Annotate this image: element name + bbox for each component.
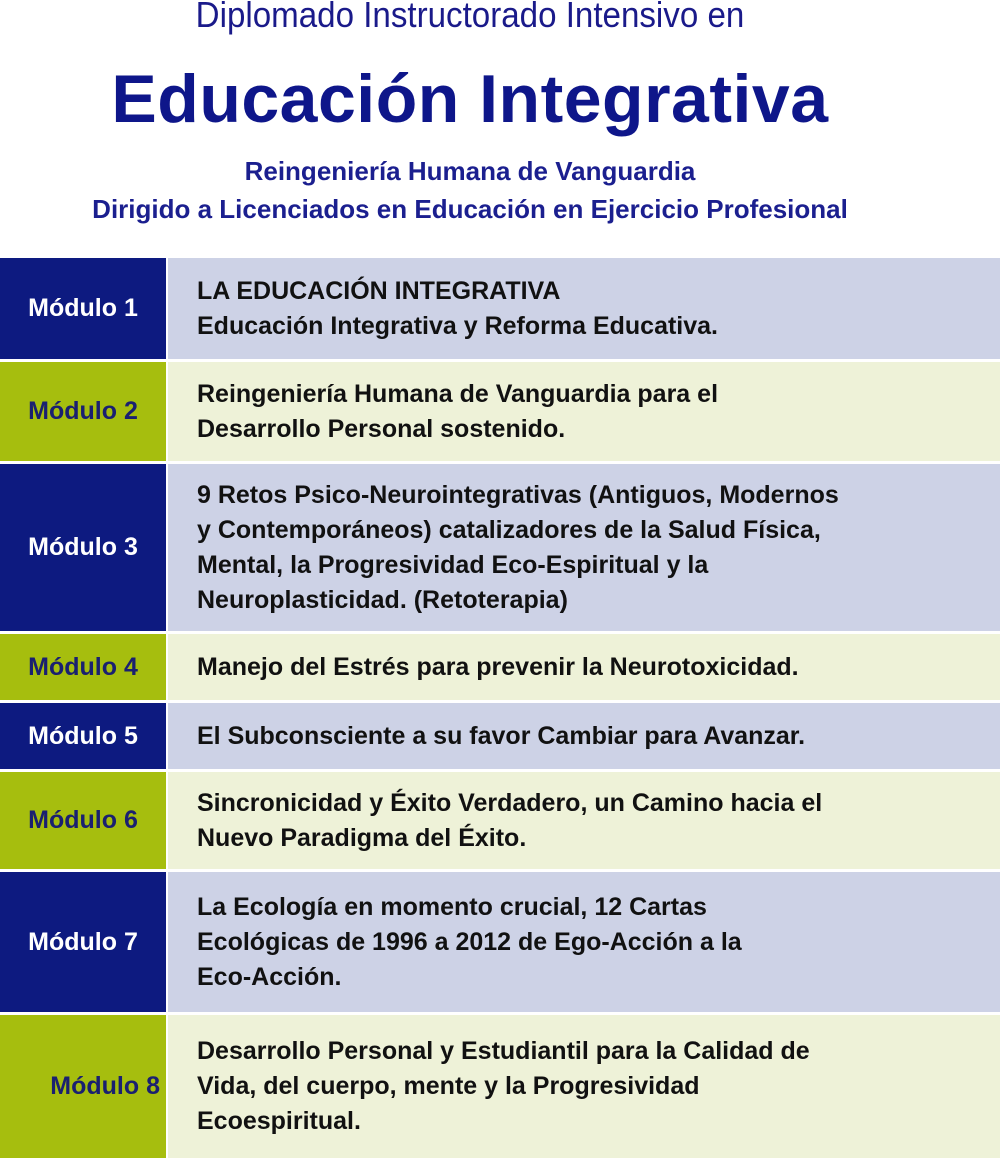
module-5-description bbox=[168, 703, 1000, 769]
module-7-description bbox=[168, 872, 1000, 1012]
module-row-7 bbox=[0, 872, 1000, 1012]
module-1-line-1: LA EDUCACIÓN INTEGRATIVA bbox=[197, 276, 561, 305]
module-7-line-2: Ecológicas de 1996 a 2012 de Ego-Acción a la bbox=[197, 927, 742, 956]
module-4-label: Módulo 4 bbox=[0, 634, 166, 700]
module-1-description bbox=[168, 258, 1000, 359]
module-row-2 bbox=[0, 362, 1000, 461]
module-2-description bbox=[168, 362, 1000, 461]
module-row-8 bbox=[0, 1015, 1000, 1158]
subtitle-vanguardia: Reingeniería Humana de Vanguardia bbox=[244, 156, 696, 186]
module-8-line-3: Ecoespiritual. bbox=[197, 1107, 361, 1135]
module-row-5 bbox=[0, 703, 1000, 769]
module-7-line-3: Eco-Acción. bbox=[197, 962, 342, 991]
module-8-line-2: Vida, del cuerpo, mente y la Progresividad bbox=[197, 1072, 700, 1100]
module-8-line-1: Desarrollo Personal y Estudiantil para la Calidad de bbox=[197, 1037, 810, 1065]
modules-table bbox=[0, 258, 1000, 1158]
module-2-line-2: Desarrollo Personal sostenido. bbox=[197, 414, 566, 443]
module-2-label: Módulo 2 bbox=[0, 362, 166, 461]
module-3-line-3: Mental, la Progresividad Eco-Espiritual y la bbox=[197, 550, 709, 579]
module-3-label: Módulo 3 bbox=[0, 464, 166, 631]
module-3-description bbox=[168, 464, 1000, 631]
module-6-line-2: Nuevo Paradigma del Éxito. bbox=[197, 823, 527, 852]
module-row-1 bbox=[0, 258, 1000, 359]
module-3-line-2: y Contemporáneos) catalizadores de la Salud Física, bbox=[197, 515, 821, 544]
module-row-3 bbox=[0, 464, 1000, 631]
pre-title: Diplomado Instructorado Intensivo en bbox=[195, 0, 745, 35]
module-3-line-4: Neuroplasticidad. (Retoterapia) bbox=[197, 585, 568, 614]
module-6-line-1: Sincronicidad y Éxito Verdadero, un Camino hacia el bbox=[197, 788, 823, 817]
module-6-description bbox=[168, 772, 1000, 869]
module-2-line-1: Reingeniería Humana de Vanguardia para el bbox=[197, 379, 719, 408]
module-row-6 bbox=[0, 772, 1000, 869]
module-1-line-2: Educación Integrativa y Reforma Educativa. bbox=[197, 311, 718, 340]
module-5-label: Módulo 5 bbox=[0, 703, 166, 769]
page-header bbox=[0, 0, 1000, 258]
module-4-line-1: Manejo del Estrés para prevenir la Neurotoxicidad. bbox=[197, 652, 799, 681]
module-8-description bbox=[168, 1015, 1000, 1158]
module-7-label: Módulo 7 bbox=[0, 872, 166, 1012]
module-7-line-1: La Ecología en momento crucial, 12 Cartas bbox=[197, 892, 707, 921]
subtitle-audience: Dirigido a Licenciados en Educación en Ejercicio Profesional bbox=[92, 194, 848, 224]
module-6-label: Módulo 6 bbox=[0, 772, 166, 869]
module-3-line-1: 9 Retos Psico-Neurointegrativas (Antiguos, Modernos bbox=[197, 480, 839, 509]
module-row-4 bbox=[0, 634, 1000, 700]
page-title: Educación Integrativa bbox=[111, 61, 829, 137]
module-8-label: Módulo 8 bbox=[0, 1015, 166, 1158]
module-4-description bbox=[168, 634, 1000, 700]
module-5-line-1: El Subconsciente a su favor Cambiar para Avanzar. bbox=[197, 721, 806, 750]
module-1-label: Módulo 1 bbox=[0, 258, 166, 359]
